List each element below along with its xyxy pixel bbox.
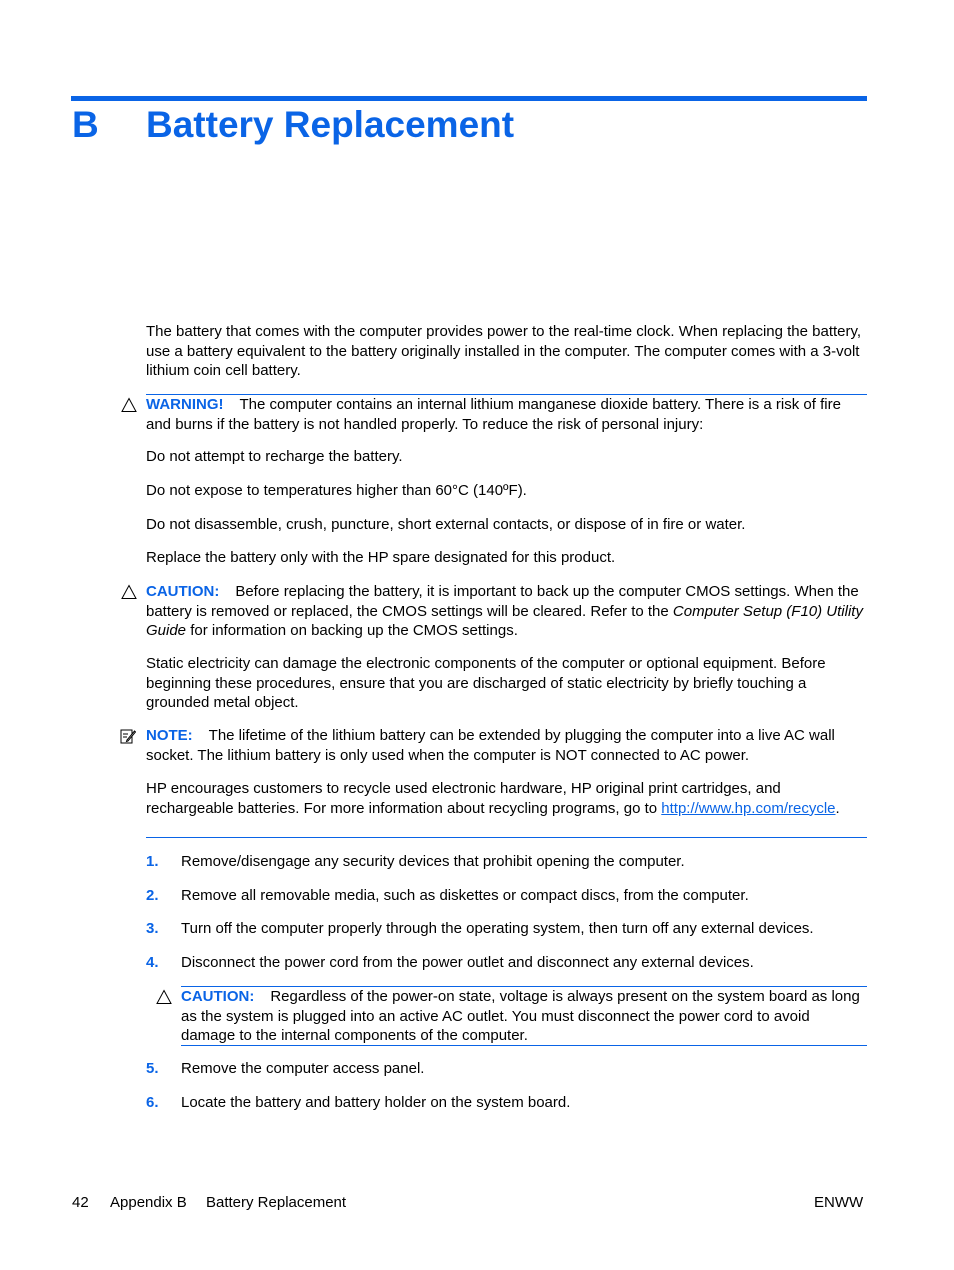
note-text: The lifetime of the lithium battery can be extended by plugging the computer into a live AC wall socket. The lithium battery is only used when the computer is NOT connected to AC power. (146, 727, 835, 764)
recycle-paragraph (146, 779, 868, 818)
chapter-rule (71, 96, 867, 101)
footer-title: Battery Replacement (206, 1194, 347, 1211)
chapter-title: Battery Replacement (146, 104, 515, 145)
caution2-paragraph (181, 987, 868, 1046)
warning-triangle-icon (121, 397, 137, 413)
warning-text: The computer contains an internal lithium manganese dioxide battery. There is a risk of fire and burns if the battery is not handled properly. To reduce the risk of personal injury: (146, 396, 841, 433)
step-number: 5. (146, 1060, 159, 1077)
step-number: 3. (146, 920, 159, 937)
caution-label: CAUTION: (146, 583, 220, 600)
step-number: 4. (146, 954, 159, 971)
chapter-letter: B (72, 104, 99, 145)
step-text: Locate the battery and battery holder on the system board. (181, 1094, 571, 1111)
caution2-bottom-rule (181, 1045, 867, 1046)
caution-triangle-icon (121, 584, 137, 600)
note-label: NOTE: (146, 727, 193, 744)
note-paragraph (146, 726, 868, 765)
note-bottom-rule (146, 837, 867, 838)
warning-item: Do not disassemble, crush, puncture, short external contacts, or dispose of in fire or water. (146, 516, 746, 533)
guide-title: Computer Setup (F10) Utility Guide (146, 602, 863, 639)
caution-triangle-icon (156, 989, 172, 1005)
warning-item: Replace the battery only with the HP spare designated for this product. (146, 549, 616, 566)
caution-text-end: for information on backing up the CMOS settings. (186, 622, 518, 639)
step-text: Remove/disengage any security devices that prohibit opening the computer. (181, 853, 685, 870)
caution2-text: Regardless of the power-on state, voltage is always present on the system board as long as the system is plugged into an active AC outlet. You must disconnect the power cord to avoid damage to the internal components of the computer. (181, 988, 860, 1044)
step-text: Disconnect the power cord from the power outlet and disconnect any external devices. (181, 954, 754, 971)
caution2-label: CAUTION: (181, 988, 255, 1005)
caution-paragraph (146, 582, 868, 641)
note-pencil-icon (120, 728, 136, 744)
caution-text: Before replacing the battery, it is important to back up the computer CMOS settings. When the battery is removed or replaced, the CMOS settings will be cleared. Refer to the (146, 583, 859, 620)
step-number: 1. (146, 853, 159, 870)
footer-code: ENWW (814, 1194, 864, 1211)
step-number: 6. (146, 1094, 159, 1111)
recycle-link[interactable]: http://www.hp.com/recycle (661, 799, 836, 817)
step-text: Remove all removable media, such as diskettes or compact discs, from the computer. (181, 887, 749, 904)
warning-item: Do not attempt to recharge the battery. (146, 448, 403, 465)
step-text: Turn off the computer properly through the operating system, then turn off any external devices. (181, 920, 814, 937)
warning-item: Do not expose to temperatures higher than 60°C (140ºF). (146, 482, 527, 499)
static-electricity-paragraph: Static electricity can damage the electronic components of the computer or optional equipment. Before beginning these procedures, ensure that you are discharged of static electricity by briefly touching a grounded metal object. (146, 655, 826, 711)
footer-section: Appendix B (110, 1194, 187, 1211)
step-text: Remove the computer access panel. (181, 1060, 425, 1077)
warning-paragraph (146, 395, 868, 434)
step-number: 2. (146, 887, 159, 904)
recycle-text: HP encourages customers to recycle used electronic hardware, HP original print cartridges, and rechargeable batteries. For more information about recycling programs, go to (146, 780, 781, 817)
intro-paragraph: The battery that comes with the computer provides power to the real-time clock. When replacing the battery, use a battery equivalent to the battery originally installed in the computer. The computer comes with a 3-volt lithium coin cell battery. (146, 323, 862, 379)
recycle-end: . (835, 799, 840, 817)
warning-label: WARNING! (146, 396, 224, 413)
footer-page-number: 42 (72, 1194, 89, 1211)
